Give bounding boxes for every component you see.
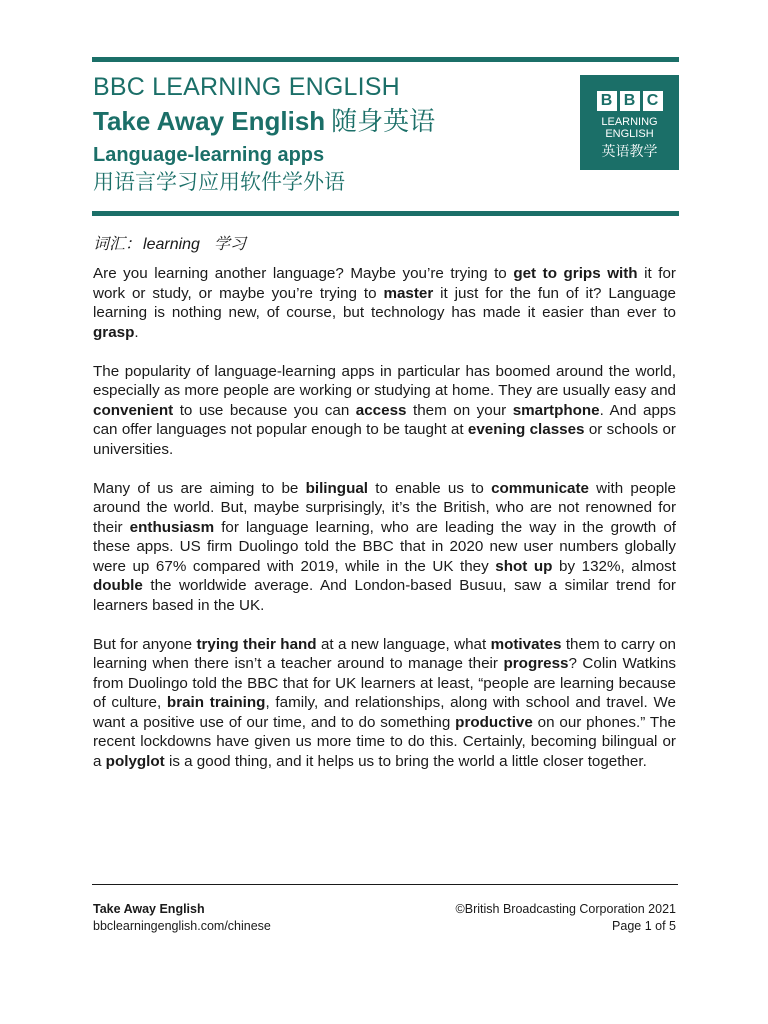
paragraph-text: Many of us are aiming to be (93, 479, 306, 497)
key-vocabulary: bilingual (305, 479, 369, 497)
vocab-word: learning (143, 236, 200, 253)
bbc-learning-english-logo (580, 75, 679, 170)
key-vocabulary: brain training (166, 694, 266, 711)
logo-line-chinese: 英语教学 (601, 143, 658, 159)
paragraph-text: on our phones.” The recent lockdowns have given us more time to do this. Certainly, becoming bilingual or a (93, 713, 676, 770)
key-vocabulary: shot up (495, 557, 553, 575)
paragraph-text: for language learning, who are leading the way in the growth of these apps. US firm Duolingo told the BBC that in 2020 new user numbers globally were up 67% compared with 2019, while in the UK they (93, 518, 677, 575)
key-vocabulary: productive (455, 713, 533, 731)
header-bottom-rule (92, 211, 679, 216)
key-vocabulary: access (355, 401, 407, 419)
key-vocabulary: enthusiasm (129, 518, 215, 536)
key-vocabulary: grasp (93, 323, 135, 341)
paragraph-text: . And apps can offer languages not popular enough to be taught at (93, 401, 676, 438)
series-title-en: Take Away English (93, 106, 326, 136)
key-vocabulary: motivates (490, 635, 562, 653)
article-title-en: Language-learning apps (93, 144, 325, 166)
paragraph-text: to use because you can (173, 401, 356, 419)
header-top-rule (92, 57, 679, 62)
vocab-label: 词汇： (93, 236, 142, 253)
bbc-block: B (620, 91, 640, 111)
paragraph-text: , family, and relationships, along with school and travel. We want a positive use of our time, and to do something (93, 694, 677, 731)
key-vocabulary: trying their hand (196, 635, 317, 653)
series-title (93, 104, 563, 138)
footer-copyright: ©British Broadcasting Corporation 2021 (455, 902, 676, 916)
paragraph-text: it just for the fun of it? Language learning is nothing new, of course, but technology has made it easier than ever to (93, 284, 676, 321)
footer-title: Take Away English (93, 902, 205, 916)
org-name: BBC LEARNING ENGLISH (93, 73, 400, 101)
paragraph-text: by 132%, almost (552, 557, 676, 575)
paragraph (93, 635, 676, 772)
paragraph-text: them to carry on learning when there isn’t a teacher around to manage their (93, 635, 677, 672)
series-title-cn: 随身英语 (331, 106, 436, 136)
page-number: Page 1 of 5 (612, 919, 676, 933)
paragraph-text: ? Colin Watkins from Duolingo told the BBC that for UK learners at least, “people are learning because of culture, (93, 655, 676, 711)
paragraph-text: to enable us to (368, 479, 492, 497)
key-vocabulary: evening classes (467, 421, 585, 438)
paragraph-text: the worldwide average. And London-based Busuu, saw a similar trend for learners based in the UK. (93, 577, 676, 614)
footer-right (456, 901, 676, 935)
paragraph-text: . (134, 323, 139, 341)
key-vocabulary: polyglot (105, 752, 165, 770)
article-title-cn: 用语言学习应用软件学外语 (93, 171, 345, 194)
key-vocabulary: double (93, 577, 143, 594)
paragraph-text: Are you learning another language? Maybe you’re trying to (93, 265, 514, 282)
key-vocabulary: get to grips with (513, 265, 638, 282)
bbc-block: B (597, 91, 617, 111)
vocabulary-line (93, 231, 246, 254)
paragraph-text: them on your (406, 401, 513, 419)
logo-line-english: ENGLISH (605, 128, 654, 140)
paragraph (93, 362, 676, 460)
paragraph-text: The popularity of language-learning apps in particular has boomed around the world, especially as more people are working or studying at home. They are usually easy and (93, 362, 676, 399)
logo-line-learning: LEARNING (601, 116, 658, 128)
bbc-block: C (643, 91, 663, 111)
key-vocabulary: communicate (491, 479, 589, 497)
paragraph-text: is a good thing, and it helps us to bring the world a little closer together. (164, 752, 647, 770)
paragraph-text: at a new language, what (316, 635, 491, 653)
footer-url: bbclearningenglish.com/chinese (93, 919, 271, 933)
bbc-blocks (580, 91, 679, 111)
document-header (93, 72, 563, 197)
footer-left (93, 901, 271, 935)
key-vocabulary: convenient (93, 401, 174, 419)
key-vocabulary: smartphone (512, 401, 600, 419)
key-vocabulary: progress (503, 655, 569, 672)
paragraph (93, 264, 676, 342)
article-body (93, 264, 676, 791)
paragraph (93, 479, 676, 616)
paragraph-text: with people around the world. But, maybe surprisingly, it’s the British, who are not renowned for their (93, 479, 677, 536)
footer-rule (92, 884, 678, 885)
vocab-meaning: 学习 (213, 236, 246, 253)
paragraph-text: or schools or universities. (93, 421, 676, 458)
paragraph-text: it for work or study, or maybe you’re trying to (93, 265, 676, 302)
paragraph-text: But for anyone (93, 635, 197, 653)
key-vocabulary: master (383, 284, 434, 302)
